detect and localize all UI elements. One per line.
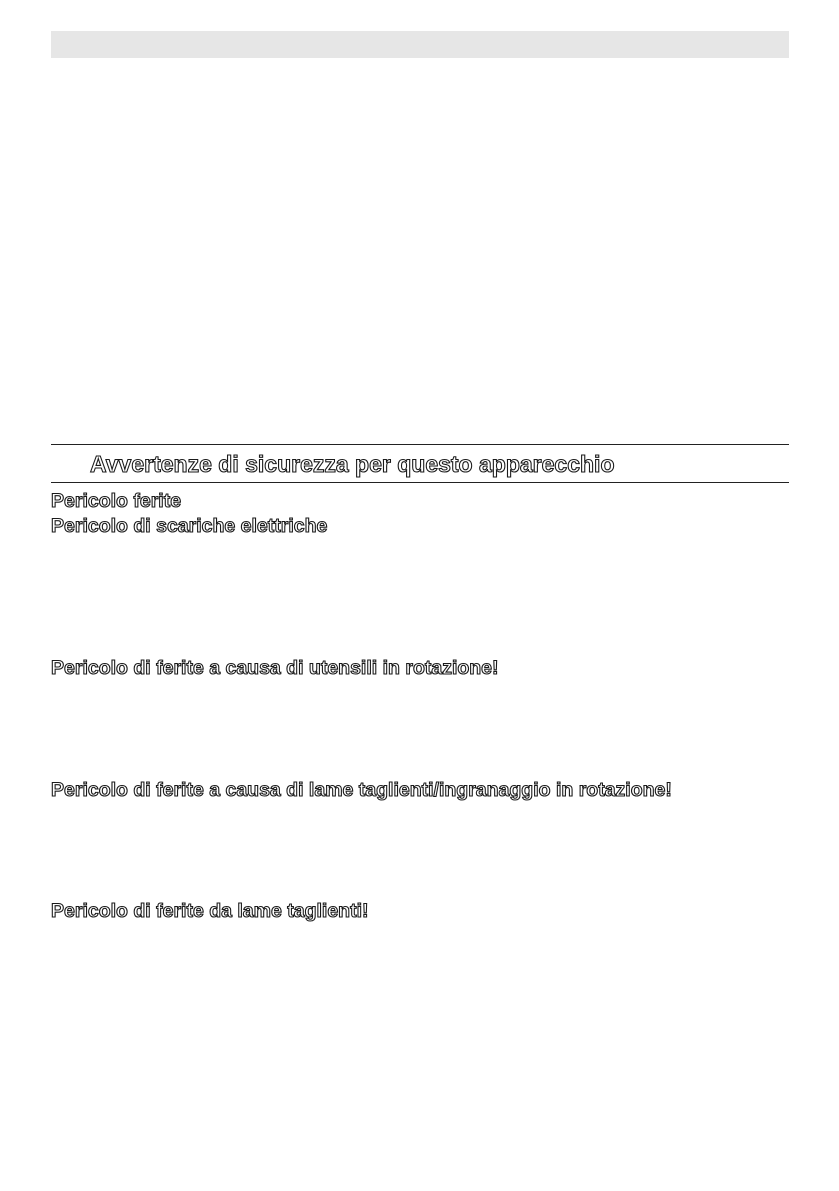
warning-electric-shock: Pericolo di scariche elettriche xyxy=(51,515,328,537)
warning-rotating-blades-gear: Pericolo di ferite a causa di lame taglienti/ingranaggio in rotazione! xyxy=(51,779,672,801)
header-band xyxy=(51,31,789,58)
warning-rotating-tools: Pericolo di ferite a causa di utensili in rotazione! xyxy=(51,657,499,679)
section-top-rule xyxy=(51,444,789,445)
warning-sharp-blades: Pericolo di ferite da lame taglienti! xyxy=(51,900,369,922)
warning-injury: Pericolo ferite xyxy=(51,490,182,512)
section-bottom-rule xyxy=(51,482,789,483)
section-title: Avvertenze di sicurezza per questo apparecchio xyxy=(90,451,615,477)
